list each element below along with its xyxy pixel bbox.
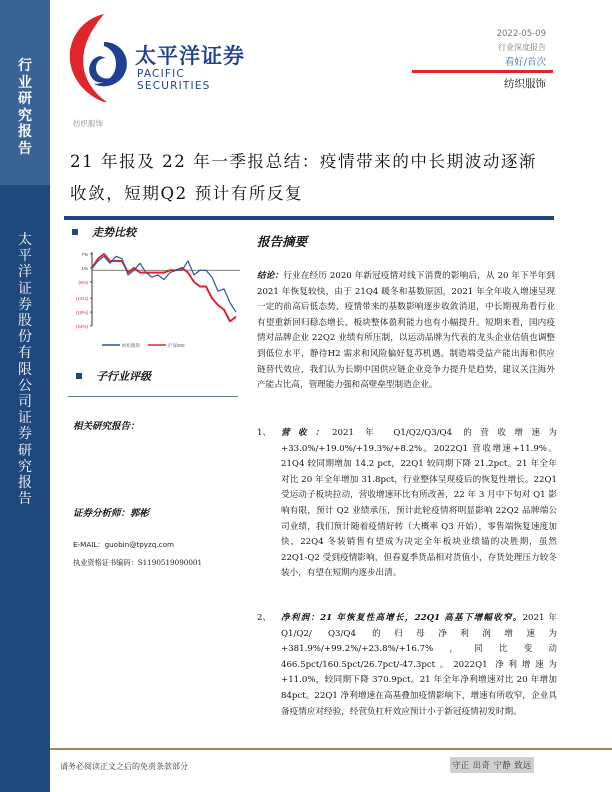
conclusion-label: 结论：	[257, 271, 284, 281]
report-meta	[497, 27, 546, 70]
summary-item-net-profit	[257, 611, 557, 720]
related-reports-label: 相关研究报告：	[73, 421, 140, 432]
sub-rating-heading: 子行业评级	[96, 370, 151, 383]
svg-text:(18%): (18%)	[75, 310, 88, 316]
company-motto: 守正 出奇 宁静 致远	[450, 757, 534, 773]
company-logo	[60, 12, 260, 92]
summary-heading: 报告摘要	[257, 234, 308, 249]
item-number: 2、	[257, 613, 272, 623]
pacific-logo-icon	[60, 12, 140, 102]
analyst-label: 证券分析师：郭彬	[73, 508, 150, 519]
bullet-square-icon	[72, 229, 78, 235]
analyst-email[interactable]: E-MAIL：guobin@tpyzq.com	[73, 540, 174, 549]
report-title: 21 年报及 22 年一季报总结：疫情带来的中长期波动逐渐收敛，短期Q2 预计有所反复	[70, 152, 538, 203]
summary-item-revenue	[257, 426, 557, 582]
item-text: 2021 年 Q1/Q2/Q3/Q4 的营收增速为+33.0%/+19.0%/+19.3%/+8.2%。2022Q1 营收增速+11.9%。21Q4 较同期增加 14.2 pct，22Q1 较同期下降 21.2pct。21 年全年对比 20 年全年增加 31.8pct，行业整体呈现疫后的恢复性增长。22Q1 受运动子板块拉动，营收增速环比有所改善，22 年 3 月中下旬对 Q1 影响有限，预计 Q2 业绩承压，预计此轮疫情将明显影响 22Q2 品牌端公司业绩，我们预计随着疫情好转（大概率 Q3 开始），零售端恢复速度加快，22Q4 冬装销售有望成为决定全年板块业绩锚的决胜期，虽然 22Q1-Q2 受到疫情影响，但春夏季货品相对货值小，存货处理压力较冬装小，有望在短期内逐步出清。	[281, 428, 557, 579]
title-divider	[64, 216, 554, 220]
item-label: 净利润：21 年恢复性高增长，22Q1 高基下增幅收窄。	[281, 613, 523, 623]
industry-name: 纺织服饰	[504, 78, 546, 90]
item-text: 2021 年 Q1/Q2/ Q3/Q4 的归母净利润增速为+381.9%/+99.2%/+23.8%/+16.7%，同比变动 466.5pct/160.5pct/26.7pct/-47.3pct。2022Q1 净利增速为+11.0%，较同期下降 370.9pct。21 年全年净利增速对比 20 年增加 84pct。22Q1 净利增速在高基叠加疫情影响下，增速有所收窄，企业具备疫情应对经验，经营负杠杆效应预计小于新冠疫情初发时期。	[281, 613, 557, 717]
svg-text:7%: 7%	[81, 252, 88, 257]
sidebar-company-label: 太 平 洋 证 券 股 份 有 限 公 司 证 券 研 究 报 告	[18, 232, 32, 508]
conclusion-text: 行业在经历 2020 年新冠疫情对线下消费的影响后，从 20 年下半年到 2021 年恢复较快，由于 21Q4 暖冬和基数原因，2021 年全年收入增速呈现一定的前高后低态势，疫情带来的基数影响逐步收敛消退，中长期视角看行业有望重新回归稳态增长，板块整体盈利能力也有小幅提升。短期来看，国内疫情对品牌企业 22Q2 业绩有所压制，以运动品牌为代表的龙头企业估值也调整到低位水平，静待H2 需求和风险偏好复苏机遇。制造端受益产能出海和供应链替代效应，我们认为长期中国供应链企业竞争力提升是趋势，建议关注海外产能占比高，管理能力强和高壁垒型制造企业。	[257, 271, 555, 391]
svg-text:1%: 1%	[81, 265, 88, 271]
item-label: 营收：	[281, 428, 333, 438]
conclusion-paragraph	[257, 269, 555, 394]
left-divider	[68, 396, 238, 397]
analyst-license: 执业资格证书编码：S1190519090001	[73, 558, 203, 567]
svg-text:沪深300: 沪深300	[168, 343, 185, 348]
svg-text:(5%): (5%)	[78, 279, 88, 285]
report-date: 2022-05-09	[496, 29, 546, 39]
trend-chart	[66, 246, 246, 356]
trend-heading: 走势比较	[92, 226, 136, 239]
logo-name-en: PACIFIC SECURITIES	[137, 68, 211, 92]
sidebar-report-category: 行 业 研 究 报 告	[18, 58, 32, 157]
footer-divider	[50, 748, 612, 750]
report-type: 行业深度报告	[498, 43, 546, 52]
bullet-square-icon	[76, 373, 82, 379]
item-number: 1、	[257, 428, 272, 438]
svg-text:(24%): (24%)	[75, 324, 88, 329]
svg-text:(12%): (12%)	[75, 296, 88, 302]
svg-text:纺织服饰: 纺织服饰	[122, 343, 140, 348]
disclaimer-note: 请务必阅读正文之后的免责条款部分	[60, 762, 188, 771]
header-red-rule	[412, 70, 553, 73]
industry-rating: 看好/首次	[504, 57, 546, 68]
breadcrumb: 纺织服饰	[73, 119, 103, 128]
logo-name-cn: 太平洋证券	[135, 44, 245, 68]
